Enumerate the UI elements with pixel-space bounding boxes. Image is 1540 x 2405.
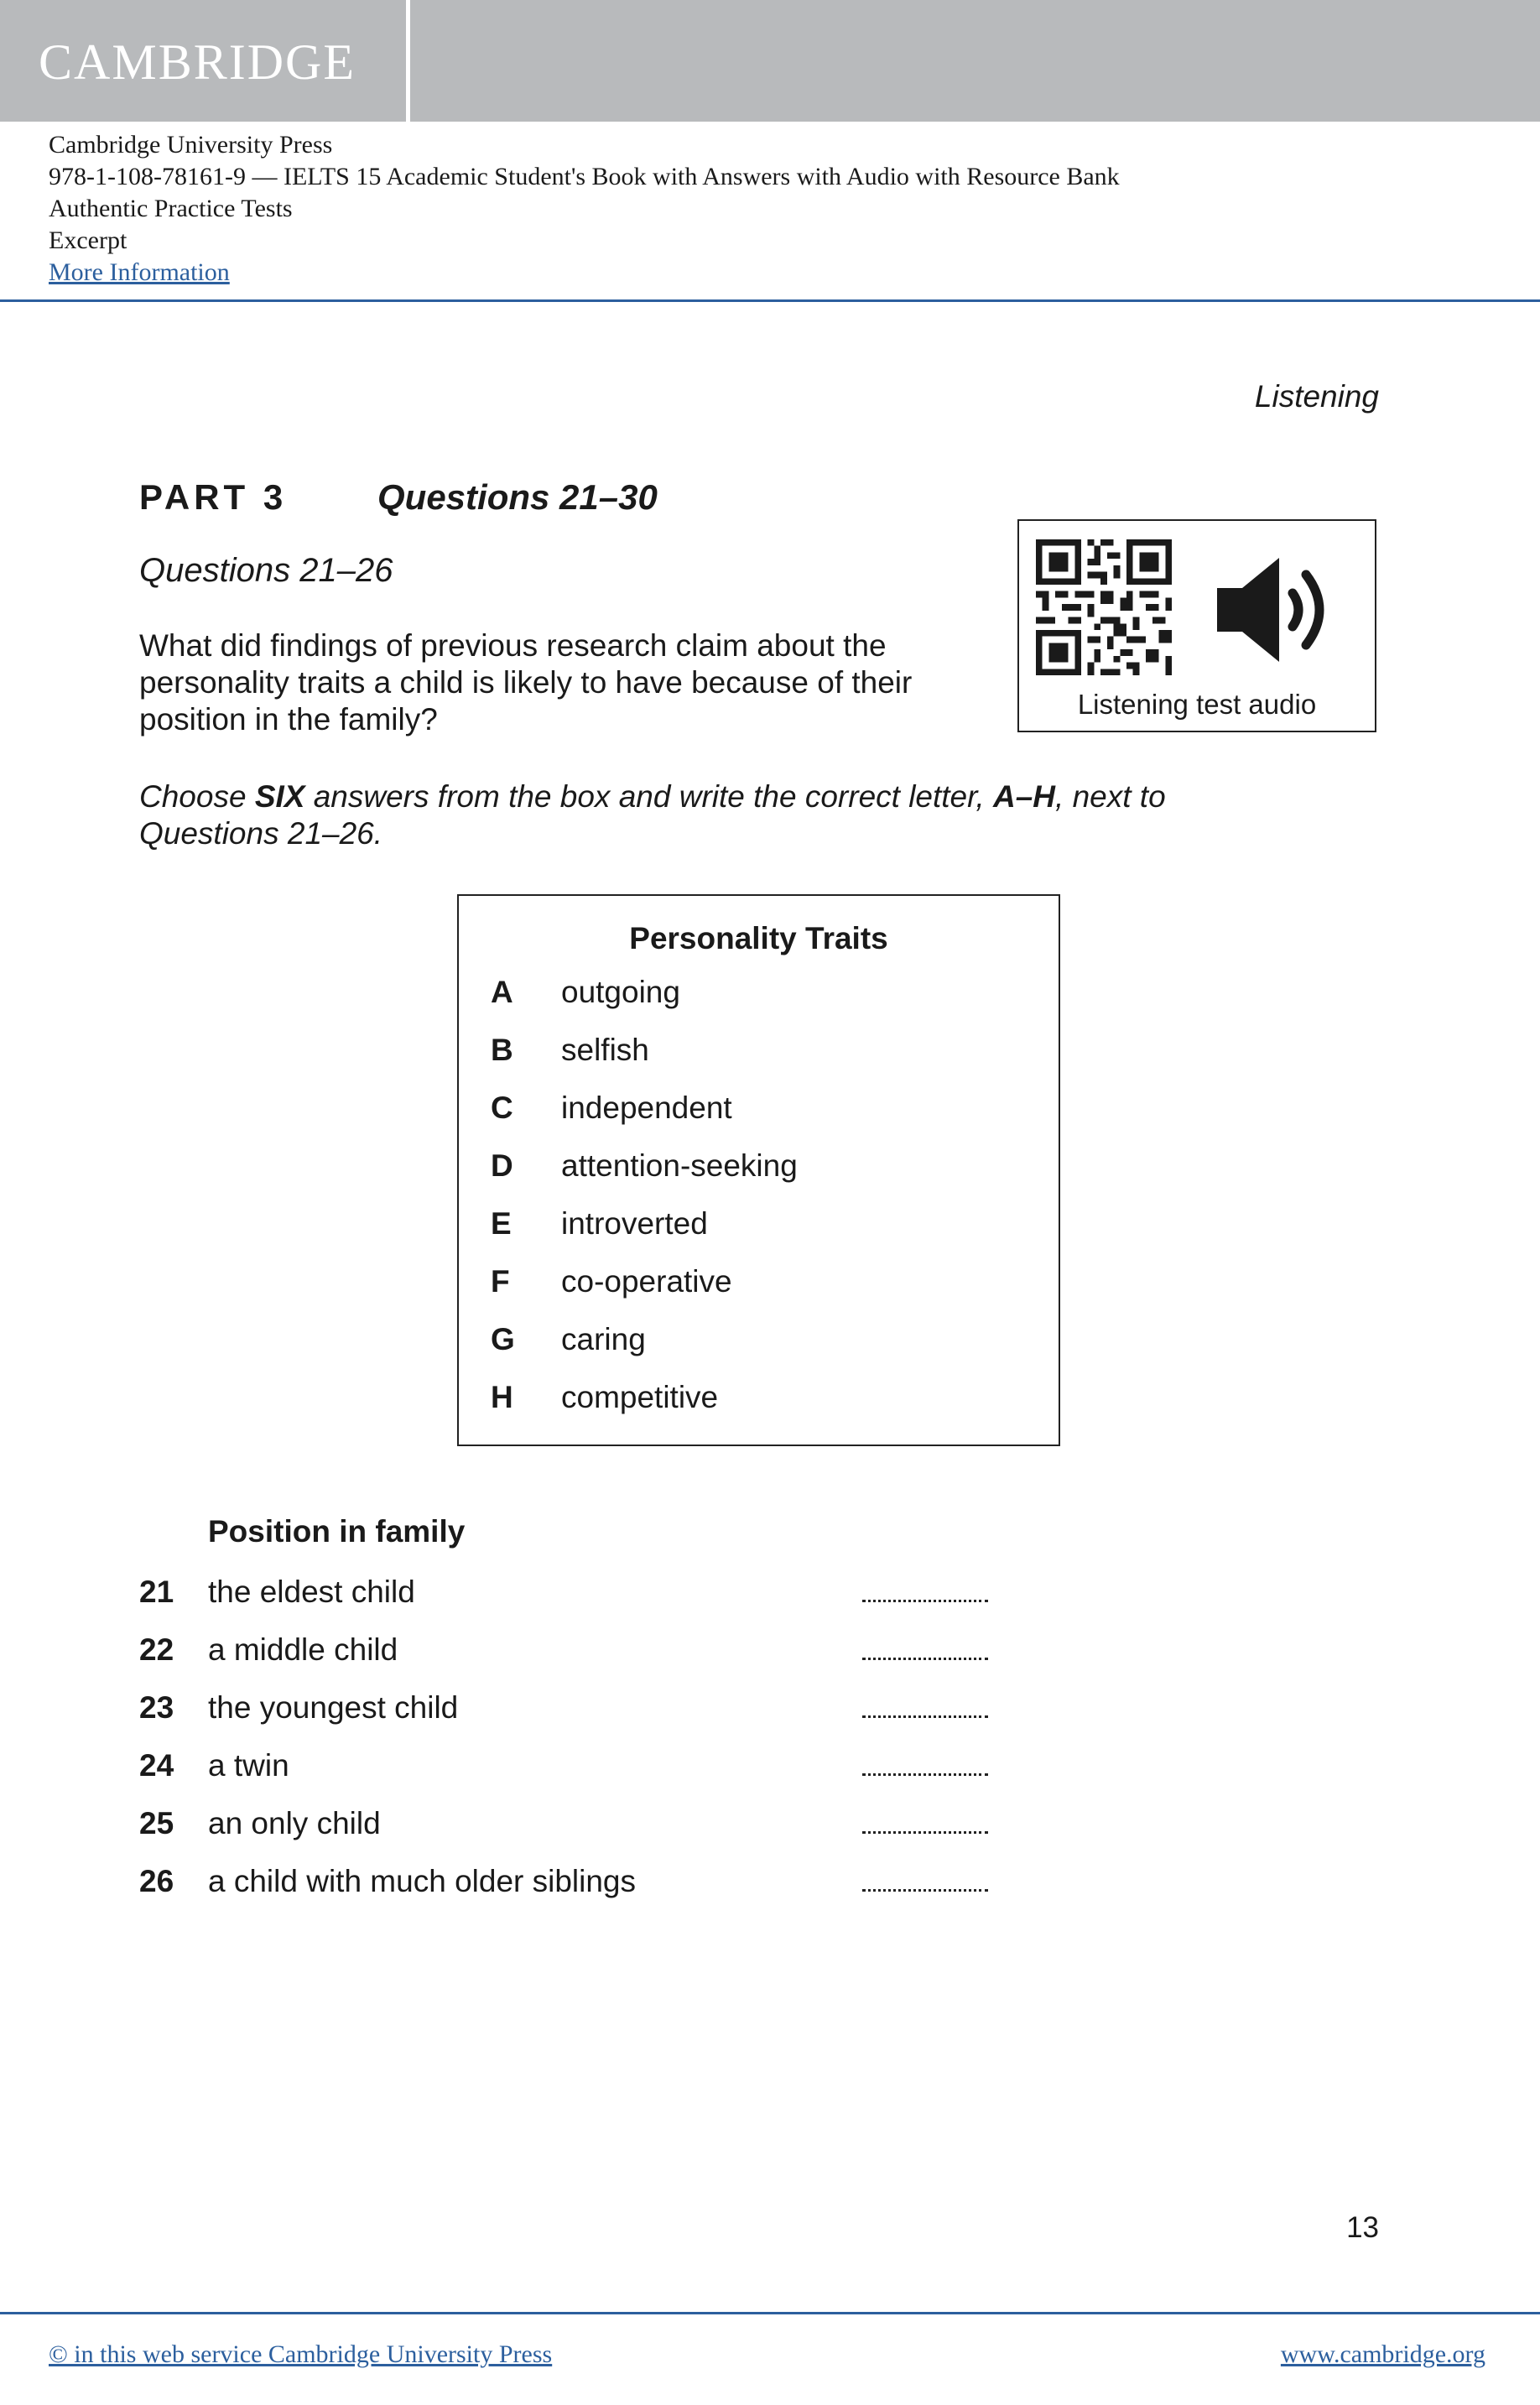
audio-label: Listening test audio [1077, 689, 1317, 720]
more-information-link[interactable]: More Information [49, 258, 230, 286]
question-label: a middle child [208, 1632, 398, 1667]
question-row [139, 1745, 1028, 1787]
trait-text: selfish [561, 1033, 649, 1067]
trait-letter: D [491, 1148, 513, 1183]
answer-blank[interactable] [862, 1831, 988, 1834]
website-link[interactable]: www.cambridge.org [1280, 2340, 1485, 2368]
question-label: a twin [208, 1748, 289, 1783]
question-number: 24 [139, 1748, 174, 1783]
answer-blank[interactable] [862, 1600, 988, 1602]
trait-text: introverted [561, 1206, 708, 1241]
answer-blank[interactable] [862, 1658, 988, 1660]
qr-code-icon[interactable] [1036, 539, 1172, 675]
trait-letter: A [491, 975, 513, 1009]
question-number: 25 [139, 1806, 174, 1840]
cambridge-logo[interactable]: CAMBRIDGE [39, 34, 356, 90]
question-row [139, 1803, 1028, 1845]
isbn-title: 978-1-108-78161-9 — IELTS 15 Academic Student's Book with Answers with Audio with Resource Bank [49, 163, 1120, 190]
publisher-name: Cambridge University Press [49, 131, 333, 159]
question-number: 26 [139, 1864, 174, 1898]
trait-letter: B [491, 1033, 513, 1067]
question-number: 23 [139, 1690, 174, 1725]
excerpt-label: Excerpt [49, 226, 127, 254]
part-label: PART 3 [139, 477, 288, 517]
question-row [139, 1571, 1028, 1613]
instruction-text: Choose SIX answers from the box and write the correct letter, A–H, next to Questions 21–26. [139, 779, 1166, 851]
page-number: 13 [1346, 2211, 1379, 2244]
trait-letter: F [491, 1264, 510, 1299]
question-row [139, 1629, 1028, 1671]
question-label: the eldest child [208, 1575, 415, 1609]
trait-text: caring [561, 1322, 646, 1356]
question-label: the youngest child [208, 1690, 459, 1725]
trait-letter: G [491, 1322, 515, 1356]
part-heading [139, 476, 658, 518]
header-rule [0, 299, 1540, 302]
speaker-icon[interactable] [1214, 554, 1336, 665]
position-heading: Position in family [208, 1514, 466, 1549]
question-number: 22 [139, 1632, 174, 1667]
sub-heading: Questions 21–26 [139, 552, 393, 589]
header-band [0, 0, 1540, 122]
question-number: 21 [139, 1575, 174, 1609]
part-question-range: Questions 21–30 [377, 477, 658, 517]
trait-text: attention-seeking [561, 1148, 798, 1183]
question-row [139, 1861, 1028, 1903]
trait-text: independent [561, 1091, 732, 1125]
answer-blank[interactable] [862, 1773, 988, 1776]
question-row [139, 1687, 1028, 1729]
answer-blank[interactable] [862, 1715, 988, 1718]
trait-letter: E [491, 1206, 512, 1241]
header-divider [406, 0, 410, 122]
copyright-link[interactable]: © in this web service Cambridge University Press [49, 2340, 553, 2368]
trait-letter: H [491, 1380, 513, 1414]
footer-rule [0, 2312, 1540, 2314]
trait-text: outgoing [561, 975, 680, 1009]
section-label: Listening [1254, 379, 1379, 414]
question-label: an only child [208, 1806, 381, 1840]
logo-cell [0, 0, 406, 122]
trait-text: co-operative [561, 1264, 732, 1299]
question-label: a child with much older siblings [208, 1864, 637, 1898]
series-name: Authentic Practice Tests [49, 195, 293, 222]
answer-blank[interactable] [862, 1889, 988, 1892]
traits-title: Personality Traits [629, 921, 888, 955]
instruction-bold-count: SIX [254, 779, 305, 814]
personality-traits-box [457, 894, 1060, 1446]
book-metadata [49, 129, 1120, 289]
trait-text: competitive [561, 1380, 719, 1414]
question-text: What did findings of previous research claim about the personality traits a child is likely to have because of their position in the family? [139, 628, 913, 737]
listening-audio-box[interactable] [1017, 519, 1376, 732]
trait-letter: C [491, 1091, 513, 1125]
instruction-bold-range: A–H [992, 779, 1056, 814]
